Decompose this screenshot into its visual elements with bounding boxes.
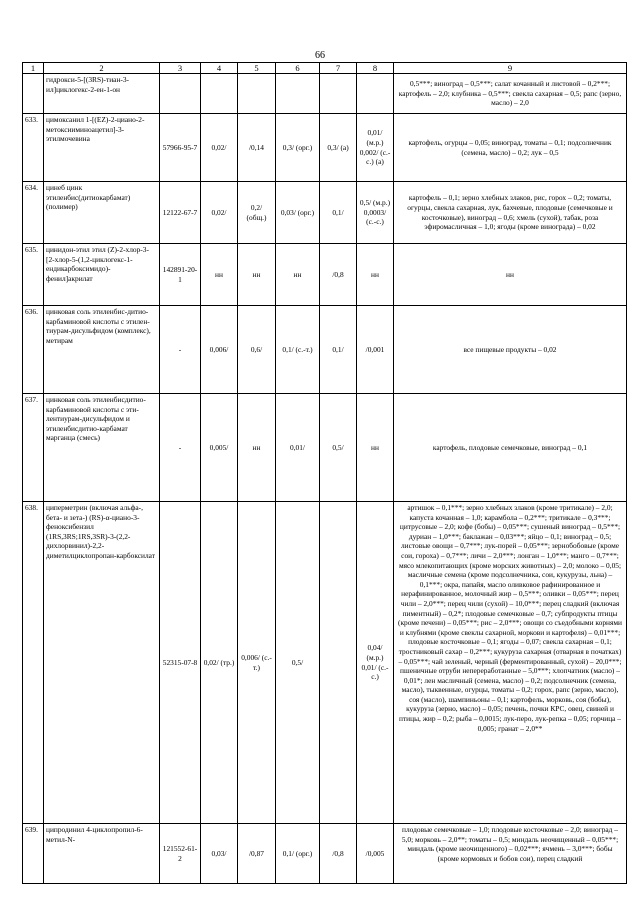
substance-name: гидрокси-5-[(3RS)-тиан-3-ил]циклогекс-2-ен-1-он bbox=[44, 74, 160, 114]
value-col8: нн bbox=[357, 394, 394, 502]
value-col5: 0,006/ (с.-т.) bbox=[238, 502, 276, 824]
value-col8: /0,001 bbox=[357, 306, 394, 394]
row-number: 633. bbox=[23, 114, 44, 182]
substance-name: ципродинил 4-циклопропил-6-метил-N- bbox=[44, 824, 160, 884]
value-col4 bbox=[201, 74, 238, 114]
row-number: 636. bbox=[23, 306, 44, 394]
row-number: 635. bbox=[23, 244, 44, 306]
value-col4: нн bbox=[201, 244, 238, 306]
value-col5: нн bbox=[238, 394, 276, 502]
value-col7: 0,1/ bbox=[320, 306, 357, 394]
header-cell: 1 bbox=[23, 63, 44, 74]
cas-number: - bbox=[160, 394, 201, 502]
value-col6 bbox=[276, 74, 320, 114]
residue-limits: картофель – 0,1; зерно хлебных злаков, рис, горох – 0,2; томаты, огурцы, свекла сахарная, лук, бахчевые, плодовые (семечковые и косточковые), виноград – 0,6; хмель (сухой), табак, роза эфиромасличная – 1,0; ягоды (кроме винограда) – 0,02 bbox=[394, 182, 627, 244]
table-row bbox=[23, 244, 627, 306]
table-row bbox=[23, 114, 627, 182]
cas-number: 142891-20-1 bbox=[160, 244, 201, 306]
residue-limits: артишок – 0,1***; зерно хлебных злаков (кроме тритикале) – 2,0; капуста кочанная – 1,0; карамбола – 0,2***; тритикале – 0,3***; цитрусовые – 2,0; кофе (бобы) – 0,05***; сушеный виноград – 0,5***; дуриан – 1,0***; баклажан – 0,03***; яйцо – 0,1; виноград – 0,5; листовые овощи – 0,7***; лук-порей – 0,05***; зернобобовые (кроме сои, гороха) – 0,7***; личи – 2,0***; лонган – 1,0***; манго – 0,7***; мясо млекопитающих (кроме морских животных) – 2,0; молоко – 0,05; масличные семена (кроме подсолнечника, сои, кукурузы, льна) – 0,1***; окра, папайя, масло оливковое рафинированное и нерафинированное, молочный жир – 0,5***; оливки – 0,05***; перец чили – 2,0***; перец чили (сухой) – 10,0***; перец сладкий (включая пиментный) – 0,2*; плодовые семечковые – 0,7; субпродукты птицы (кроме печени) – 0,05***; рис – 2,0***; овощи со съедобными корнями и клубнями (кроме свеклы сахарной, моркови и картофеля) – 0,01***; плодовые косточковые – 0,1; ягоды – 0,07; свекла сахарная – 0,1; тростниковый сахар – 0,2***; кукуруза сахарная (отварная в початках) – 0,05***; чай зеленый, черный (ферментированный, сухой) – 20,0***; пшеничные отруби непереработанные – 5,0***; хлопчатник (масло) – 0,01*; лен масличный (семена, масло) – 0,2; подсолнечник (семена, масло), тыквенные, огурцы, томаты – 0,2; горох, рапс (зерно, масло), соя (масло), шампиньоны – 0,1; картофель, морковь, соя (бобы), кукуруза (зерно, масло) – 0,05; печень, почки КРС, овец, свиней и птицы, жир – 0,2; рыба – 0,0015; лук-перо, лук-репка – 0,05; горчица – 0,005; гранат – 2,0** bbox=[394, 502, 627, 824]
value-col6: 0,5/ bbox=[276, 502, 320, 824]
value-col8: 0,5/ (м.р.) 0,0003/ (с.-с.) bbox=[357, 182, 394, 244]
header-row bbox=[23, 63, 627, 74]
value-col6: нн bbox=[276, 244, 320, 306]
value-col4: 0,02/ bbox=[201, 114, 238, 182]
value-col5: /0,87 bbox=[238, 824, 276, 884]
residue-limits: нн bbox=[394, 244, 627, 306]
substance-name: цинеб цинк этиленбис(дитиокарбамат) (полимер) bbox=[44, 182, 160, 244]
table-row bbox=[23, 182, 627, 244]
value-col7: 0,3/ (а) bbox=[320, 114, 357, 182]
value-col7: 0,5/ bbox=[320, 394, 357, 502]
value-col4: 0,03/ bbox=[201, 824, 238, 884]
value-col4: 0,006/ bbox=[201, 306, 238, 394]
value-col6: 0,01/ bbox=[276, 394, 320, 502]
value-col4: 0,005/ bbox=[201, 394, 238, 502]
header-cell: 9 bbox=[394, 63, 627, 74]
value-col8: /0,005 bbox=[357, 824, 394, 884]
value-col5 bbox=[238, 74, 276, 114]
substance-name: ципермeтрин (включая альфа-, бета- и зета-) (RS)-α-циано-3-феноксибензил (1RS,3RS;1RS,3SR)-3-(2,2-дихлорвинил)-2,2-диметилциклопропан-карбоксилат bbox=[44, 502, 160, 824]
cas-number bbox=[160, 74, 201, 114]
row-number: 638. bbox=[23, 502, 44, 824]
header-cell: 4 bbox=[201, 63, 238, 74]
substance-name: цинидон-этил этил (Z)-2-хлор-3-[2-хлор-5-(1,2-циклогекс-1-ендикарбоксимидо)-фенил]акрилат bbox=[44, 244, 160, 306]
value-col7: /0,8 bbox=[320, 824, 357, 884]
value-col7: /0,8 bbox=[320, 244, 357, 306]
value-col7 bbox=[320, 74, 357, 114]
header-cell: 3 bbox=[160, 63, 201, 74]
value-col8: 0,04/ (м.р.) 0,01/ (с.-с.) bbox=[357, 502, 394, 824]
value-col5: /0,14 bbox=[238, 114, 276, 182]
table-row bbox=[23, 502, 627, 824]
cas-number: - bbox=[160, 306, 201, 394]
row-number bbox=[23, 74, 44, 114]
header-cell: 7 bbox=[320, 63, 357, 74]
value-col6: 0,1/ (с.-т.) bbox=[276, 306, 320, 394]
header-cell: 2 bbox=[44, 63, 160, 74]
table-row bbox=[23, 394, 627, 502]
row-number: 634. bbox=[23, 182, 44, 244]
substance-name: цимоксанил 1-[(EZ)-2-циано-2-метоксииминоацетил]-3-этилмочевина bbox=[44, 114, 160, 182]
value-col7: 0,1/ bbox=[320, 182, 357, 244]
cas-number: 52315-07-8 bbox=[160, 502, 201, 824]
substance-name: цинковая соль этиленбис-дитио-карбаминовой кислоты с этилен-тиурам-дисульфидом (комплекс), метирам bbox=[44, 306, 160, 394]
value-col6: 0,1/ (орг.) bbox=[276, 824, 320, 884]
residue-limits: картофель, плодовые семечковые, виноград – 0,1 bbox=[394, 394, 627, 502]
page-number: 66 bbox=[315, 50, 325, 61]
header-cell: 8 bbox=[357, 63, 394, 74]
value-col7 bbox=[320, 502, 357, 824]
table-row bbox=[23, 74, 627, 114]
value-col8: 0,01/ (м.р.) 0,002/ (с.-с.) (а) bbox=[357, 114, 394, 182]
hygiene-standards-table bbox=[22, 62, 627, 884]
row-number: 639. bbox=[23, 824, 44, 884]
value-col5: нн bbox=[238, 244, 276, 306]
header-cell: 6 bbox=[276, 63, 320, 74]
substance-name: цинковая соль этиленбисдитио-карбаминовой кислоты с эти-лентиурам-дисульфидом и этиленбисдитио-карбамат марганца (смесь) bbox=[44, 394, 160, 502]
value-col5: 0,6/ bbox=[238, 306, 276, 394]
value-col4: 0,02/ bbox=[201, 182, 238, 244]
residue-limits: плодовые семечковые – 1,0; плодовые косточковые – 2,0; виноград – 5,0; морковь – 2,0**; томаты – 0,5; миндаль неочищенный – 0,05***; миндаль (кроме неочищенного) – 0,02***; ячмень – 3,0***; бобы (кроме кормовых и бобов сои), перец сладкий bbox=[394, 824, 627, 884]
value-col8: нн bbox=[357, 244, 394, 306]
value-col8 bbox=[357, 74, 394, 114]
value-col6: 0,3/ (орг.) bbox=[276, 114, 320, 182]
table-row bbox=[23, 824, 627, 884]
cas-number: 57966-95-7 bbox=[160, 114, 201, 182]
value-col6: 0,03/ (орг.) bbox=[276, 182, 320, 244]
residue-limits: все пищевые продукты – 0,02 bbox=[394, 306, 627, 394]
residue-limits: 0,5***; виноград – 0,5***; салат кочанный и листовой – 0,2***; картофель – 2,0; клубника – 0,5***; свекла сахарная – 0,5; рапс (зерно, масло) – 2,0 bbox=[394, 74, 627, 114]
residue-limits: картофель, огурцы – 0,05; виноград, томаты – 0,1; подсолнечник (семена, масло) – 0,2; лук – 0,5 bbox=[394, 114, 627, 182]
table-row bbox=[23, 306, 627, 394]
cas-number: 12122-67-7 bbox=[160, 182, 201, 244]
value-col5: 0,2/ (общ.) bbox=[238, 182, 276, 244]
header-cell: 5 bbox=[238, 63, 276, 74]
row-number: 637. bbox=[23, 394, 44, 502]
value-col4: 0,02/ (тр.) bbox=[201, 502, 238, 824]
cas-number: 121552-61-2 bbox=[160, 824, 201, 884]
